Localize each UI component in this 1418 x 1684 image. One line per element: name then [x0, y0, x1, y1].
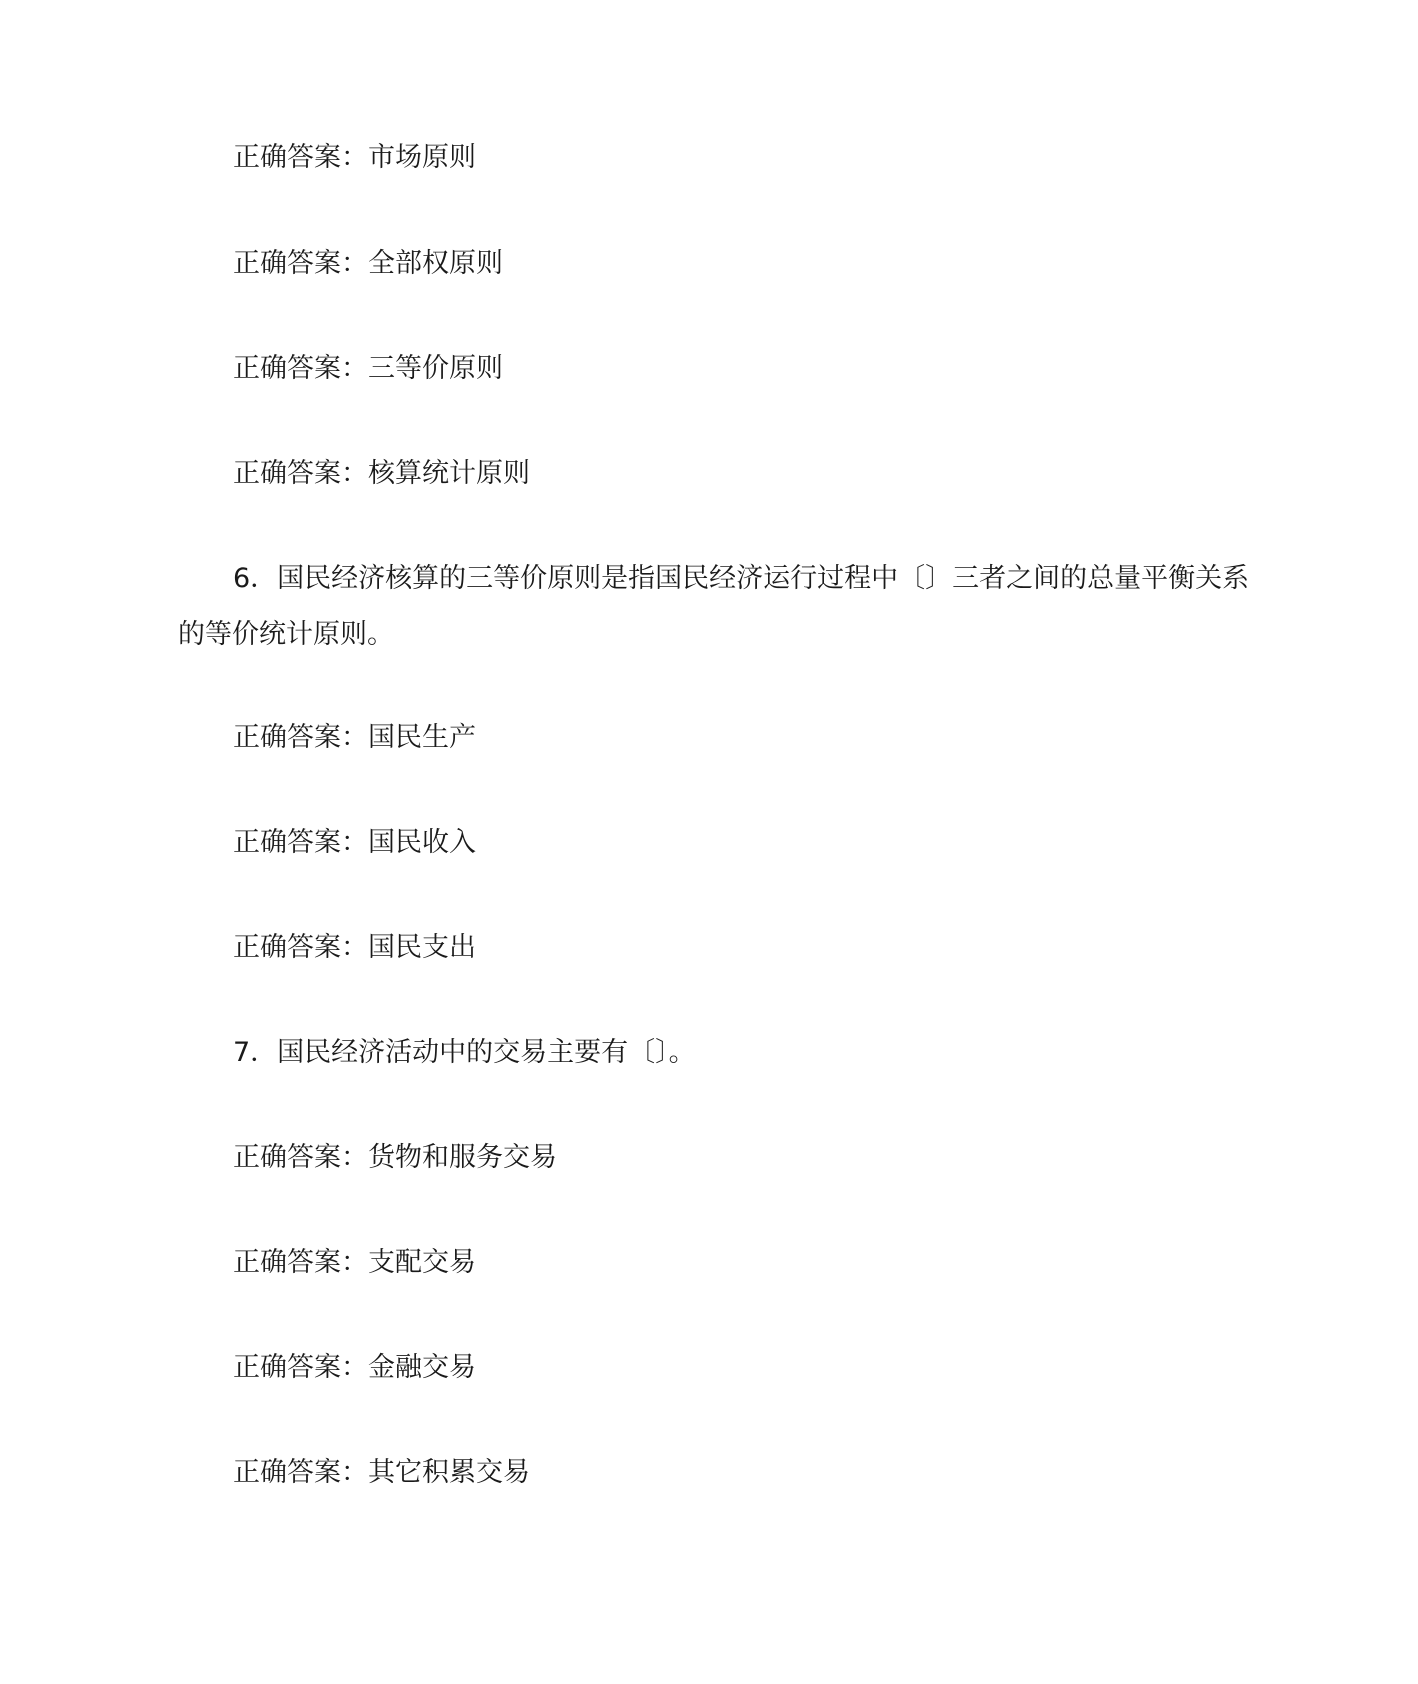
question-7: 7．国民经济活动中的交易主要有〔〕。 — [233, 1037, 696, 1068]
answer-line: 正确答案：市场原则 — [233, 142, 476, 173]
question-6: 6．国民经济核算的三等价原则是指国民经济运行过程中〔〕三者之间的总量平衡关系的等价统计原则。 — [178, 563, 1250, 650]
answer-line: 正确答案：金融交易 — [233, 1352, 476, 1383]
answer-line: 正确答案：三等价原则 — [233, 353, 503, 384]
answer-line: 正确答案：核算统计原则 — [233, 458, 530, 489]
answer-line: 正确答案：支配交易 — [233, 1247, 476, 1278]
answer-line: 正确答案：其它积累交易 — [233, 1457, 530, 1488]
answer-line: 正确答案：国民支出 — [233, 932, 476, 963]
answer-line: 正确答案：全部权原则 — [233, 248, 503, 279]
answer-line: 正确答案：国民生产 — [233, 722, 476, 753]
answer-line: 正确答案：国民收入 — [233, 827, 476, 858]
answer-line: 正确答案：货物和服务交易 — [233, 1142, 557, 1173]
